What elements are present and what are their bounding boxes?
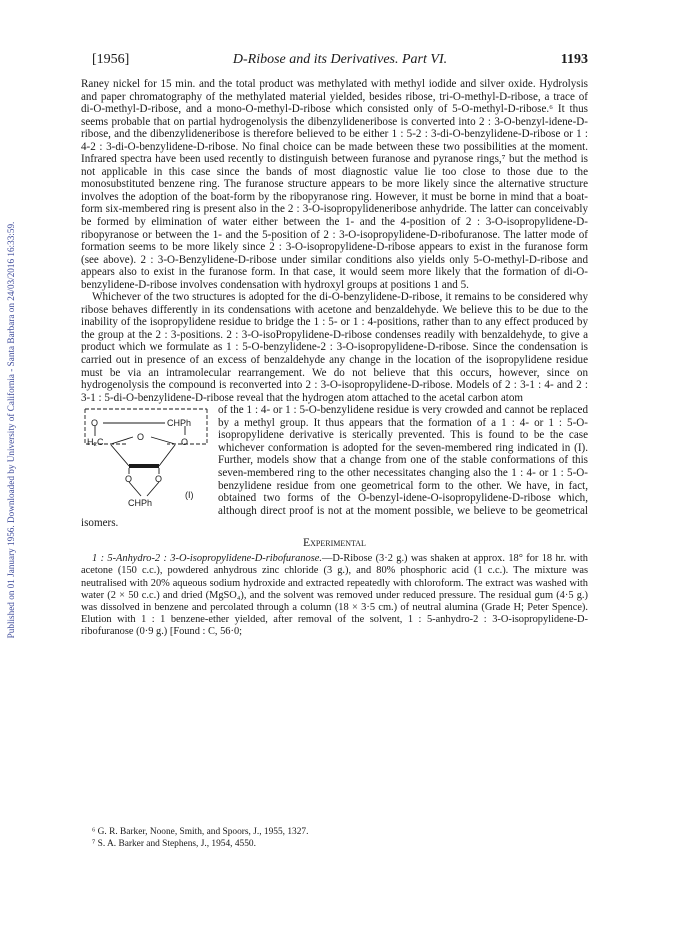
bond-benzylidene: [129, 482, 159, 496]
paragraph-1: Raney nickel for 15 min. and the total product was methylated with methyl iodide and silver oxide. Hydrolysis and paper chromatography of the methylated material yielded, besides ribose, tri-O-methyl-D-ribose, a trace of di-O-methyl-D-ribose, and a mono-O-methyl-D-ribose which consisted only of 5-O-methyl-D-ribose.⁶ It thus seems probable that on partial hydrogenolysis the dibenzylideneribose is converted into 2 : 3-O-benzyl-idene-D-ribose, and the dibenzylideneribose is therefore believed to be either 1 : 5-2 : 3-di-O-benzylidene-D-ribose or 1 : 4-2 : 3-di-O-benzylidene-D-ribose. No final choice can be made between these two possibilities at the moment. Infrared spectra have been used recently to distinguish between furanose and pyranose rings,⁷ but the method is not applicable in this case since the bands of most diagnostic value lie too close to those due to the monosubstituted benzene ring. The furanose structure appears to be more likely since the alternative structure involves the adoption of the boat-form by the ribopyranose ring. However, it must be borne in mind that a boat-form six-membered ring is present also in the 2 : 3-O-isopropylideneribose anhydride. The latter can conceivably be formed by elimination of water either between the 1- and the 4-position of 2 : 3-O-isopropylidene-D-ribopyranose or between the 1- and the 5-position of 2 : 3-O-isopropylidene-D-ribofuranose. The latter mode of formation seems to be more likely since 2 : 3-O-isopropylidene-D-ribose appears to exist in the furanose form (see above). 2 : 3-O-Benzylidene-D-ribose under similar conditions also yields only 5-O-methyl-D-ribose and appears also to exist in the furanose form. In that case, it would seem more likely that the formation of di-O-benzylidene-D-ribose involves condensation with hydroxyl groups at positions 1 and 5.: [81, 78, 588, 291]
footnote-6: ⁶ G. R. Barker, Noone, Smith, and Spoors, J., 1955, 1327.: [92, 827, 309, 837]
figure-text-block: [81, 404, 588, 529]
label-o-right: O: [181, 437, 189, 448]
experimental-text: —D-Ribose (3·2 g.) was shaken at approx. 18° for 18 hr. with acetone (150 c.c.), powdered anhydrous zinc chloride (3 g.), and 80% phosphoric acid (1 c.c.). The mixture was neutralised with 20% aqueous sodium hydroxide and extracted repeatedly with chloroform. The extract was washed with water (2 × 50 c.c.) and dried (MgSO₄), and the solvent was removed under reduced pressure. The residual gum (4·5 g.) was dissolved in benzene and percolated through a column (18 × 3·5 cm.) of neutral alumina (Grade H; Peter Spence). Elution with 1 : 1 benzene-ether yielded, after removal of the solvent, 1 : 5-anhydro-2 : 3-O-isopropylidene-D-ribofuranose (0·9 g.) [Found : C, 56·0;: [81, 553, 588, 638]
paragraph-2: Whichever of the two structures is adopted for the di-O-benzylidene-D-ribose, it remains to be considered why ribose behaves differently in its condensations with acetone and benzaldehyde. We believe this to be due to the inability of the isopropylidene residue to bridge the 1 : 5- or 1 : 4-positions, rather than to any effect produced by the group at the 2 : 3-positions. 2 : 3-O-isoPropylidene-D-ribose condenses readily with benzaldehyde, to give a product which we formulate as 1 : 5-O-benzylidene-2 : 3-O-isopropylidene-D-ribose. Since the condensation is carried out in presence of an excess of benzaldehyde any change in the location of the isopropylidene residue must be via an intramolecular rearrangement. We do not believe that this occurs, however, since on hydrogenolysis the compound is reconverted into 2 : 3-O-isopropylidene-D-ribose. Models of 2 : 3-1 : 4- and 2 : 3-1 : 5-di-O-benzylidene-D-ribose reveal that the hydrogen atom attached to the acetal carbon atom: [81, 291, 588, 404]
structure-figure-I: [81, 404, 208, 514]
label-structure-number: (I): [185, 490, 194, 501]
section-heading-experimental: Experimental: [303, 535, 366, 549]
label-o-ring: O: [137, 432, 145, 443]
article-body: [81, 78, 588, 639]
margin-download-note: [2, 80, 20, 780]
footnote-7: ⁷ S. A. Barker and Stephens, J., 1954, 4550.: [92, 838, 256, 849]
margin-note-text: Published on 01 January 1956. Downloaded by University of California - Santa Barbara on 24/03/2016 16:33:59.: [6, 221, 16, 639]
label-h2c: H₂C: [87, 437, 104, 448]
page-number: 1193: [560, 52, 588, 67]
running-header: [92, 52, 588, 70]
label-chph-bottom: CHPh: [128, 498, 153, 509]
structure-diagram: [81, 404, 208, 514]
footnotes: [92, 827, 588, 850]
label-o-right-bottom: O: [155, 474, 163, 485]
paragraph-2-continued: of the 1 : 4- or 1 : 5-O-benzylidene residue is very crowded and cannot be replaced by a methyl group. It thus appears that the formation of a 1 : 4- or 1 : 5-O-isopropylidene derivative is sterically prevented. This is found to be the case whichever conformation is adopted for the seven-membered ring indicated in (I). Further, models show that a change from one of the stable conformations of this seven-membered ring to the other necessitates changing also the 1 : 4- or 1 : 5-O-benzylidene residue from one geometrical form to the other. We have, in fact, obtained two forms of the O-benzyl-idene-O-isopropylidene-D-ribose which, although direct proof is not at the moment possible, we believe to be geometrical isomers.: [81, 404, 588, 530]
label-o-left-bottom: O: [125, 474, 133, 485]
bond-ring-sides: [111, 445, 175, 466]
experimental-paragraph: [81, 553, 588, 638]
header-year: [1956]: [92, 52, 130, 67]
label-o-top: O: [91, 418, 99, 429]
header-title: D-Ribose and its Derivatives. Part VI.: [232, 52, 448, 67]
label-chph-top: CHPh: [167, 418, 192, 429]
compound-title: 1 : 5-Anhydro-2 : 3-O-isopropylidene-D-ribofuranose.: [92, 553, 322, 565]
